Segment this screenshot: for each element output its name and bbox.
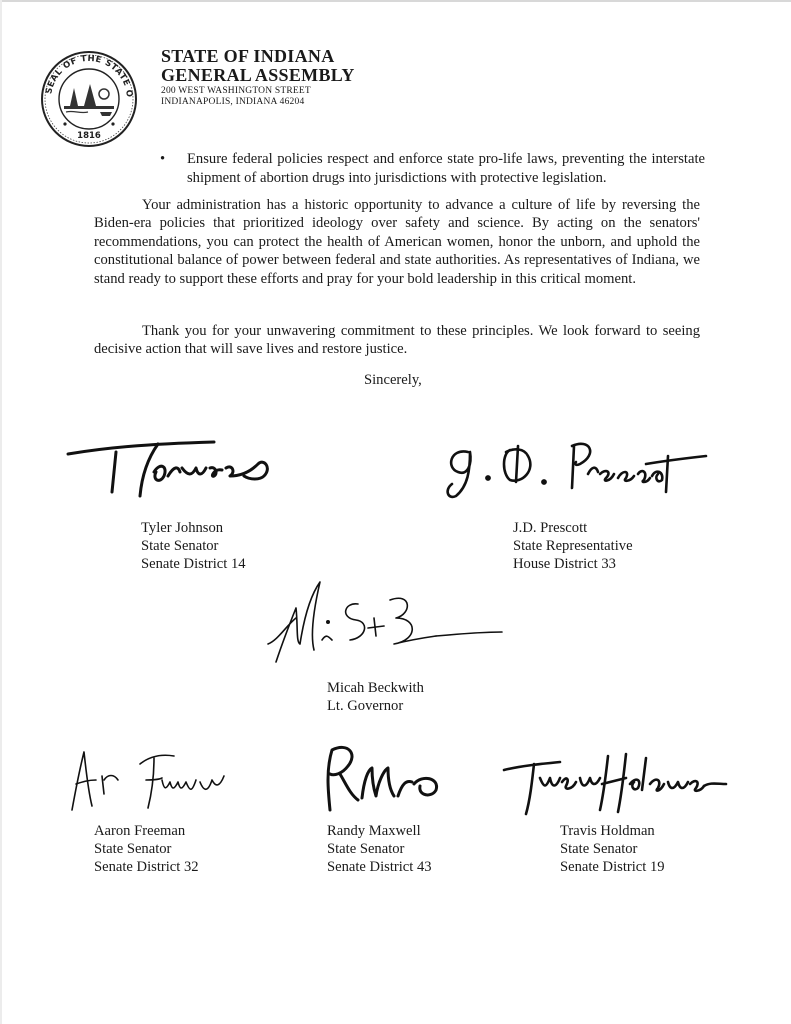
signer-block-randy-maxwell: [327, 822, 432, 876]
signer-district: Senate District 32: [94, 859, 199, 875]
address-city: INDIANAPOLIS, INDIANA 46204: [161, 97, 305, 107]
signer-title: State Senator: [327, 841, 405, 857]
signer-block-micah-beckwith: [327, 679, 424, 715]
signer-name: Randy Maxwell: [327, 823, 421, 839]
signer-title: Lt. Governor: [327, 698, 404, 714]
signature-travis-holdman: [500, 748, 730, 823]
signer-title: State Senator: [94, 841, 172, 857]
signature-jd-prescott: [440, 434, 710, 504]
signer-title: State Senator: [560, 841, 638, 857]
seal-text: SEAL OF THE STATE O: [44, 53, 135, 99]
signer-name: Travis Holdman: [560, 823, 655, 839]
signer-title: State Representative: [513, 538, 633, 554]
signature-aaron-freeman: [66, 740, 236, 815]
letterhead: [161, 47, 355, 108]
signer-block-tyler-johnson: [141, 519, 246, 573]
seal-year: 1816: [77, 131, 101, 141]
signature-micah-beckwith: [262, 578, 512, 668]
signer-district: Senate District 43: [327, 859, 432, 875]
signer-district: Senate District 14: [141, 556, 246, 572]
state-seal-icon: [40, 50, 138, 148]
signer-name: J.D. Prescott: [513, 520, 588, 536]
signer-name: Micah Beckwith: [327, 680, 424, 696]
signer-name: Tyler Johnson: [141, 520, 224, 536]
address-street: 200 WEST WASHINGTON STREET: [161, 86, 311, 96]
signer-district: House District 33: [513, 556, 616, 572]
org-name-line-2: GENERAL ASSEMBLY: [161, 65, 355, 85]
signer-block-aaron-freeman: [94, 822, 199, 876]
scan-edge-left: [0, 0, 2, 1024]
closing: Sincerely,: [364, 372, 422, 388]
bullet-text: Ensure federal policies respect and enforce state pro-life laws, preventing the interstate shipment of abortion drugs into jurisdictions with protective legislation.: [187, 151, 705, 186]
bullet-item: [160, 150, 705, 188]
svg-text:SEAL OF THE STATE OF INDIANA: [40, 50, 134, 98]
org-name-line-1: STATE OF INDIANA: [161, 46, 335, 66]
signature-tyler-johnson: [64, 432, 284, 502]
bullet-dot-icon: •: [160, 151, 166, 167]
scan-edge-top: [0, 0, 791, 2]
body-paragraph-1: Your administration has a historic opportunity to advance a culture of life by reversing the Biden-era policies that prioritized ideology over safety and science. By acting on the senators' recommendations, you can protect the health of American women, honor the unborn, and uphold the constitutional balance of power between federal and state authorities. As representatives of Indiana, we stand ready to support these efforts and pray for your bold leadership in this critical moment.: [94, 197, 700, 287]
signer-name: Aaron Freeman: [94, 823, 186, 839]
signature-randy-maxwell: [318, 740, 453, 815]
signer-title: State Senator: [141, 538, 219, 554]
signer-block-jd-prescott: [513, 519, 633, 573]
signer-district: Senate District 19: [560, 859, 665, 875]
body-paragraph-2: Thank you for your unwavering commitment to these principles. We look forward to seeing decisive action that will save lives and restore justice.: [94, 323, 700, 358]
signer-block-travis-holdman: [560, 822, 665, 876]
